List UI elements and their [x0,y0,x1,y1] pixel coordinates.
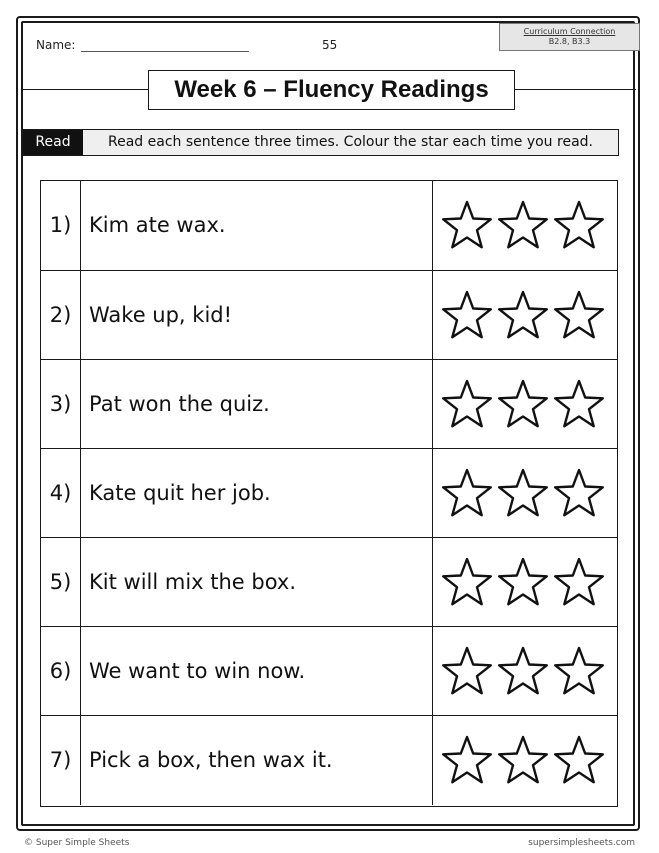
instruction-text: Read each sentence three times. Colour the star each time you read. [83,130,618,155]
sentence-number: 4) [41,449,81,538]
star-icon[interactable] [441,735,493,787]
sentence-number: 7) [41,716,81,805]
curriculum-connection-box [499,23,640,51]
sentence-text: We want to win now. [89,659,306,683]
star-icon[interactable] [441,200,493,252]
star-icon[interactable] [553,379,605,431]
table-row [41,626,617,716]
star-icon[interactable] [497,290,549,342]
sentence-number: 2) [41,271,81,360]
sentence-number: 5) [41,538,81,627]
page-number: 55 [322,38,338,52]
name-field[interactable] [36,38,249,52]
sentence-number: 3) [41,360,81,449]
table-row [41,359,617,449]
sentence-number: 1) [41,181,81,270]
star-icon[interactable] [553,735,605,787]
sentence-text: Pat won the quiz. [89,392,270,416]
star-icon[interactable] [497,646,549,698]
stars-cell [432,271,618,360]
instruction-tag: Read [23,130,83,155]
star-icon[interactable] [497,557,549,609]
table-row [41,715,617,805]
star-icon[interactable] [553,468,605,520]
footer-website: supersimplesheets.com [528,838,635,848]
sentence-number: 6) [41,627,81,716]
page-title: Week 6 – Fluency Readings [148,70,515,110]
star-icon[interactable] [553,557,605,609]
sentence-text: Wake up, kid! [89,303,233,327]
stars-cell [432,538,618,627]
star-icon[interactable] [497,468,549,520]
footer-copyright: © Super Simple Sheets [24,838,130,848]
sentence-text: Kim ate wax. [89,213,226,237]
instruction-bar [22,129,619,156]
stars-cell [432,716,618,805]
name-line[interactable] [81,39,249,52]
star-icon[interactable] [441,557,493,609]
name-label: Name: [36,38,76,52]
table-row [41,537,617,627]
table-row [41,270,617,360]
curriculum-title: Curriculum Connection [523,27,616,36]
star-icon[interactable] [441,379,493,431]
sentence-text: Kate quit her job. [89,481,271,505]
fluency-table [40,180,618,807]
star-icon[interactable] [497,200,549,252]
sentence-text: Pick a box, then wax it. [89,748,333,772]
table-row [41,448,617,538]
star-icon[interactable] [441,646,493,698]
star-icon[interactable] [553,646,605,698]
sentence-text: Kit will mix the box. [89,570,297,594]
stars-cell [432,360,618,449]
star-icon[interactable] [553,290,605,342]
star-icon[interactable] [497,735,549,787]
curriculum-codes: B2.8, B3.3 [548,37,591,46]
table-row [41,181,617,270]
star-icon[interactable] [441,468,493,520]
star-icon[interactable] [553,200,605,252]
stars-cell [432,449,618,538]
star-icon[interactable] [497,379,549,431]
star-icon[interactable] [441,290,493,342]
stars-cell [432,627,618,716]
stars-cell [432,181,618,270]
